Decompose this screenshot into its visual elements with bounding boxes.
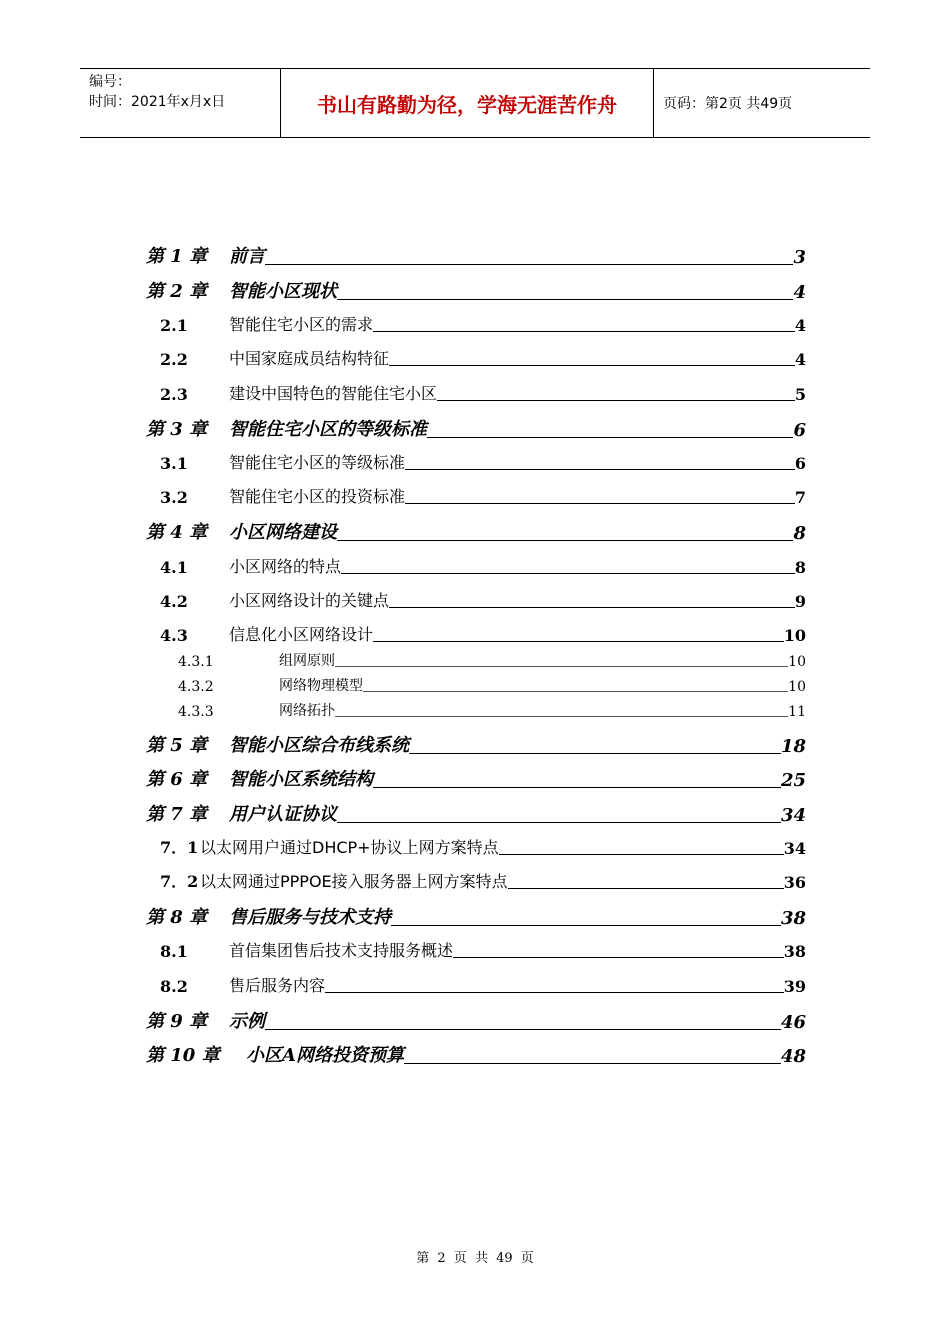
- header-meta: [80, 69, 281, 137]
- toc-leader-line: [389, 606, 795, 608]
- toc-entry-number: 4.3: [160, 626, 188, 645]
- toc-leader-line: [508, 887, 784, 889]
- toc-entry-page: 38: [783, 942, 806, 961]
- toc-leader-line: [265, 1028, 781, 1030]
- toc-leader-line: [335, 665, 788, 667]
- toc-entry-number: 3.1: [160, 454, 188, 473]
- toc-leader-line: [373, 786, 781, 788]
- toc-entry[interactable]: [160, 451, 806, 473]
- toc-entry-page: 4: [794, 350, 806, 369]
- toc-entry-title: 售后服务内容: [229, 976, 326, 995]
- toc-entry-page: 6: [793, 420, 806, 441]
- toc-leader-line: [389, 364, 795, 366]
- toc-leader-line: [337, 821, 781, 823]
- toc-entry-number: 第 7 章: [146, 804, 208, 825]
- toc-entry-page: 25: [780, 770, 806, 791]
- toc-entry[interactable]: [160, 555, 806, 577]
- toc-entry-number: 2.3: [160, 385, 188, 404]
- toc-entry-title: 前言: [229, 246, 265, 267]
- toc-entry-page: 34: [780, 805, 806, 826]
- toc-leader-line: [337, 298, 793, 300]
- toc-entry-number: 第 9 章: [146, 1011, 208, 1032]
- toc-entry-number: 4.3.3: [178, 704, 214, 720]
- toc-leader-line: [325, 991, 784, 993]
- toc-entry[interactable]: [178, 700, 806, 720]
- toc-leader-line: [337, 539, 793, 541]
- toc-entry-title: 网络拓扑: [279, 703, 335, 719]
- toc-entry-number: 4.3.2: [178, 679, 214, 695]
- toc-leader-line: [265, 263, 793, 265]
- toc-entry[interactable]: [146, 802, 806, 826]
- toc-entry-title: 建设中国特色的智能住宅小区: [229, 384, 438, 403]
- toc-entry-number: 第 2 章: [146, 281, 208, 302]
- toc-entry[interactable]: [160, 589, 806, 611]
- toc-entry-page: 9: [794, 592, 806, 611]
- toc-entry-title: 中国家庭成员结构特征: [229, 349, 390, 368]
- toc-entry-page: 3: [793, 247, 806, 268]
- toc-entry-title: 小区网络设计的关键点: [229, 591, 390, 610]
- header-page-info: 页码：第2页 共49页: [663, 96, 793, 112]
- toc-entry-title: 以太网用户通过DHCP+协议上网方案特点: [200, 838, 499, 857]
- toc-entry-number: 第 6 章: [146, 769, 208, 790]
- toc-entry[interactable]: [146, 244, 806, 268]
- toc-entry-number: 2.1: [160, 316, 188, 335]
- toc-entry-page: 8: [793, 523, 806, 544]
- toc-entry-number: 4.2: [160, 592, 188, 611]
- toc-entry-page: 36: [783, 873, 806, 892]
- toc-entry-title: 智能住宅小区的需求: [229, 315, 374, 334]
- toc-leader-line: [373, 640, 784, 642]
- toc-leader-line: [335, 715, 788, 717]
- toc-leader-line: [363, 690, 788, 692]
- toc-entry-title: 网络物理模型: [279, 678, 363, 694]
- footer-ye: 页: [453, 1251, 467, 1266]
- toc-entry-page: 39: [783, 977, 806, 996]
- toc-entry-number: 4.3.1: [178, 654, 214, 670]
- toc-entry-page: 8: [794, 558, 806, 577]
- page-header: [80, 68, 870, 138]
- toc-leader-line: [427, 436, 793, 438]
- toc-entry-number: 第 3 章: [146, 419, 208, 440]
- header-motto: 书山有路勤为径，学海无涯苦作舟: [281, 69, 654, 137]
- toc-leader-line: [341, 572, 795, 574]
- toc-entry-title: 智能住宅小区的投资标准: [229, 487, 406, 506]
- toc-leader-line: [404, 1062, 781, 1064]
- toc-entry-number: 第 10 章: [146, 1045, 220, 1066]
- toc-entry-number: 第 1 章: [146, 246, 208, 267]
- toc-entry[interactable]: [178, 675, 806, 695]
- footer-page-number: 2: [437, 1251, 446, 1266]
- toc-entry-title: 小区网络的特点: [229, 557, 342, 576]
- toc-entry[interactable]: [160, 623, 806, 645]
- toc-leader-line: [453, 956, 784, 958]
- toc-entry-page: 34: [783, 839, 806, 858]
- toc-entry[interactable]: [146, 520, 806, 544]
- toc-entry-number: 8.2: [160, 977, 188, 996]
- toc-entry-number: 2.2: [160, 350, 188, 369]
- toc-entry[interactable]: [160, 382, 806, 404]
- toc-entry-title: 智能小区现状: [229, 281, 337, 302]
- toc-entry-title: 智能住宅小区的等级标准: [229, 419, 427, 440]
- toc-entry-title: 小区A网络投资预算: [246, 1045, 404, 1066]
- toc-entry[interactable]: [146, 1009, 806, 1033]
- toc-entry-page: 48: [780, 1046, 806, 1067]
- toc-entry-page: 4: [794, 316, 806, 335]
- toc-entry-title: 智能住宅小区的等级标准: [229, 453, 406, 472]
- footer-gong: 共: [474, 1251, 488, 1266]
- toc-entry[interactable]: [146, 1043, 806, 1067]
- toc-entry[interactable]: [146, 417, 806, 441]
- page-footer: [0, 1247, 950, 1266]
- toc-entry-title: 信息化小区网络设计: [229, 625, 374, 644]
- toc-entry[interactable]: [146, 905, 806, 929]
- toc-entry[interactable]: [160, 939, 806, 961]
- toc-entry-page: 5: [794, 385, 806, 404]
- toc-entry-title: 智能小区综合布线系统: [229, 735, 409, 756]
- toc-leader-line: [409, 752, 781, 754]
- toc-entry-number: 第 8 章: [146, 907, 208, 928]
- toc-entry-number: 7．1: [160, 838, 199, 857]
- toc-entry[interactable]: [178, 650, 806, 670]
- toc-entry-page: 4: [793, 282, 806, 303]
- footer-ye-2: 页: [520, 1251, 534, 1266]
- toc-entry-page: 10: [788, 679, 806, 695]
- toc-leader-line: [373, 330, 795, 332]
- toc-entry-title: 小区网络建设: [229, 522, 337, 543]
- toc-entry[interactable]: [160, 870, 806, 892]
- footer-di: 第: [416, 1251, 430, 1266]
- toc-entry-number: 3.2: [160, 488, 188, 507]
- toc-entry-title: 首信集团售后技术支持服务概述: [229, 941, 454, 960]
- toc-entry-page: 18: [780, 736, 806, 757]
- toc-entry[interactable]: [146, 279, 806, 303]
- toc-leader-line: [437, 399, 795, 401]
- toc-entry-page: 10: [783, 626, 806, 645]
- toc-entry-page: 46: [780, 1012, 806, 1033]
- toc-entry[interactable]: [160, 974, 806, 996]
- toc-entry-page: 10: [788, 654, 806, 670]
- toc-entry[interactable]: [146, 767, 806, 791]
- toc-entry-title: 智能小区系统结构: [229, 769, 373, 790]
- toc-entry-number: 第 4 章: [146, 522, 208, 543]
- toc-entry-title: 售后服务与技术支持: [229, 907, 391, 928]
- toc-entry-number: 8.1: [160, 942, 188, 961]
- toc-leader-line: [391, 924, 781, 926]
- toc-entry-page: 6: [794, 454, 806, 473]
- toc-entry[interactable]: [160, 313, 806, 335]
- toc-entry-title: 用户认证协议: [229, 804, 337, 825]
- toc-entry-number: 7．2: [160, 872, 199, 891]
- toc-entry-page: 7: [794, 488, 806, 507]
- header-date-label: 时间：2021年x月x日: [89, 94, 226, 110]
- toc-leader-line: [405, 468, 795, 470]
- toc-entry[interactable]: [160, 485, 806, 507]
- toc-entry-page: 11: [788, 704, 806, 720]
- toc-entry-title: 示例: [229, 1011, 265, 1032]
- toc-leader-line: [405, 502, 795, 504]
- toc-entry[interactable]: [146, 733, 806, 757]
- toc-entry[interactable]: [160, 836, 806, 858]
- toc-entry-number: 第 5 章: [146, 735, 208, 756]
- toc-entry-number: 4.1: [160, 558, 188, 577]
- toc-entry-page: 38: [780, 908, 806, 929]
- toc-entry-title: 组网原则: [279, 653, 335, 669]
- toc-entry[interactable]: [160, 347, 806, 369]
- toc-leader-line: [499, 853, 784, 855]
- footer-total-pages: 49: [496, 1251, 513, 1266]
- toc-entry-title: 以太网通过PPPOE接入服务器上网方案特点: [200, 872, 508, 891]
- header-number-label: 编号：: [89, 74, 131, 90]
